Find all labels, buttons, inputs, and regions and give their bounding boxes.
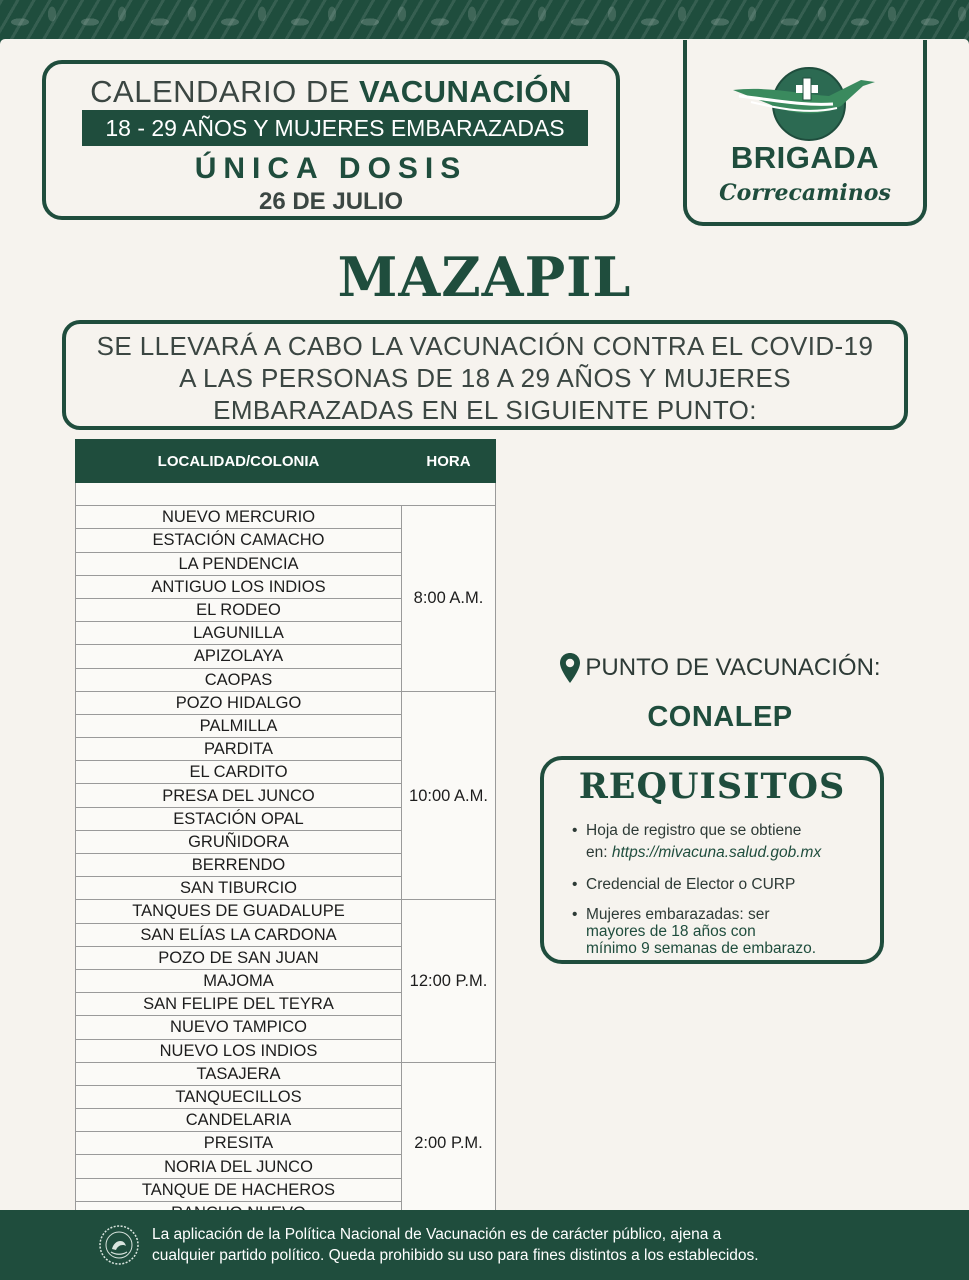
table-row <box>76 506 496 529</box>
location-pin-icon <box>559 652 581 684</box>
decorative-pattern-band <box>0 0 969 44</box>
calendar-title-prefix: CALENDARIO DE <box>90 74 350 109</box>
footer-line: cualquier partido político. Queda prohibido su uso para fines distintos a los establecidos. <box>152 1247 759 1264</box>
locality-cell: PRESA DEL JUNCO <box>76 784 402 807</box>
locality-cell: NUEVO TAMPICO <box>76 1016 402 1039</box>
locality-cell: PALMILLA <box>76 714 402 737</box>
table-row <box>76 1062 496 1085</box>
national-seal-icon <box>98 1224 140 1266</box>
requirements-list <box>572 820 872 967</box>
locality-cell: MAJOMA <box>76 969 402 992</box>
requirement-prefix: en: <box>586 844 612 861</box>
locality-cell: EL RODEO <box>76 598 402 621</box>
footer-line: La aplicación de la Política Nacional de Vacunación es de carácter público, ajena a <box>152 1226 722 1243</box>
locality-cell: LA PENDENCIA <box>76 552 402 575</box>
vaccination-point-label-row <box>559 652 880 684</box>
time-cell: 12:00 P.M. <box>402 900 496 1062</box>
age-group-banner: 18 - 29 AÑOS Y MUJERES EMBARAZADAS <box>82 110 588 146</box>
intro-line: SE LLEVARÁ A CABO LA VACUNACIÓN CONTRA EL COVID-19 <box>96 331 874 361</box>
requirements-box <box>540 756 884 964</box>
locality-cell: CAOPAS <box>76 668 402 691</box>
locality-cell: APIZOLAYA <box>76 645 402 668</box>
requirement-highlight: mayores de 18 años con <box>586 923 756 940</box>
locality-cell: CANDELARIA <box>76 1109 402 1132</box>
intro-line: A LAS PERSONAS DE 18 A 29 AÑOS Y MUJERES <box>179 363 791 393</box>
locality-cell: ESTACIÓN OPAL <box>76 807 402 830</box>
schedule-body <box>76 483 496 1225</box>
requirements-title: REQUISITOS <box>578 766 846 807</box>
locality-cell: SAN ELÍAS LA CARDONA <box>76 923 402 946</box>
registration-link[interactable]: https://mivacuna.salud.gob.mx <box>611 844 822 861</box>
requirement-item <box>572 906 872 957</box>
municipality-title: MAZAPIL <box>337 245 632 309</box>
schedule-header-row <box>76 440 496 483</box>
requirement-text: • Credencial de Elector o CURP <box>586 876 796 893</box>
vaccination-date: 26 DE JULIO <box>258 188 404 215</box>
table-row <box>76 900 496 923</box>
footer-bar <box>0 1210 969 1280</box>
locality-cell: NORIA DEL JUNCO <box>76 1155 402 1178</box>
locality-cell: BERRENDO <box>76 854 402 877</box>
table-row <box>76 691 496 714</box>
vaccination-point <box>540 652 900 734</box>
locality-cell: NUEVO LOS INDIOS <box>76 1039 402 1062</box>
locality-cell: ESTACIÓN CAMACHO <box>76 529 402 552</box>
time-cell: 8:00 A.M. <box>402 506 496 692</box>
time-cell: 10:00 A.M. <box>402 691 496 900</box>
calendar-title-bold: VACUNACIÓN <box>359 74 572 109</box>
brigada-name: BRIGADA <box>730 140 880 175</box>
locality-cell: TANQUE DE HACHEROS <box>76 1178 402 1201</box>
locality-cell: LAGUNILLA <box>76 622 402 645</box>
locality-cell: PARDITA <box>76 738 402 761</box>
time-column-header: HORA <box>402 440 496 483</box>
locality-column-header: LOCALIDAD/COLONIA <box>76 440 402 483</box>
requirement-item <box>572 874 872 896</box>
brigada-logo-box <box>683 40 927 226</box>
requirement-text <box>586 842 872 864</box>
brigada-subtitle: Correcaminos <box>719 180 891 206</box>
footer-disclaimer <box>152 1224 759 1266</box>
time-cell: 2:00 P.M. <box>402 1062 496 1224</box>
locality-cell: TANQUES DE GUADALUPE <box>76 900 402 923</box>
locality-cell: GRUÑIDORA <box>76 830 402 853</box>
requirement-text: • Mujeres embarazadas: ser <box>586 906 770 923</box>
locality-cell: ANTIGUO LOS INDIOS <box>76 575 402 598</box>
calendar-header-box <box>42 60 620 220</box>
locality-cell: TASAJERA <box>76 1062 402 1085</box>
locality-cell: TANQUECILLOS <box>76 1085 402 1108</box>
schedule-spacer <box>76 483 496 506</box>
dose-label: ÚNICA DOSIS <box>194 152 468 185</box>
locality-cell: NUEVO MERCURIO <box>76 506 402 529</box>
roadrunner-cross-logo-icon <box>729 56 879 146</box>
vaccination-point-label: PUNTO DE VACUNACIÓN: <box>585 654 881 681</box>
requirement-highlight: mínimo 9 semanas de embarazo. <box>586 940 817 957</box>
intro-line: EMBARAZADAS EN EL SIGUIENTE PUNTO: <box>213 395 757 425</box>
locality-cell: SAN TIBURCIO <box>76 877 402 900</box>
requirement-text: • Hoja de registro que se obtiene <box>586 822 802 839</box>
locality-cell: PRESITA <box>76 1132 402 1155</box>
schedule-table <box>75 439 496 1225</box>
locality-cell: EL CARDITO <box>76 761 402 784</box>
requirement-item <box>572 820 872 864</box>
schedule-spacer-cell <box>76 483 496 506</box>
intro-box <box>62 320 908 430</box>
locality-cell: POZO DE SAN JUAN <box>76 946 402 969</box>
locality-cell: POZO HIDALGO <box>76 691 402 714</box>
vaccination-point-name: CONALEP <box>647 701 793 733</box>
calendar-title <box>46 74 616 110</box>
locality-cell: SAN FELIPE DEL TEYRA <box>76 993 402 1016</box>
